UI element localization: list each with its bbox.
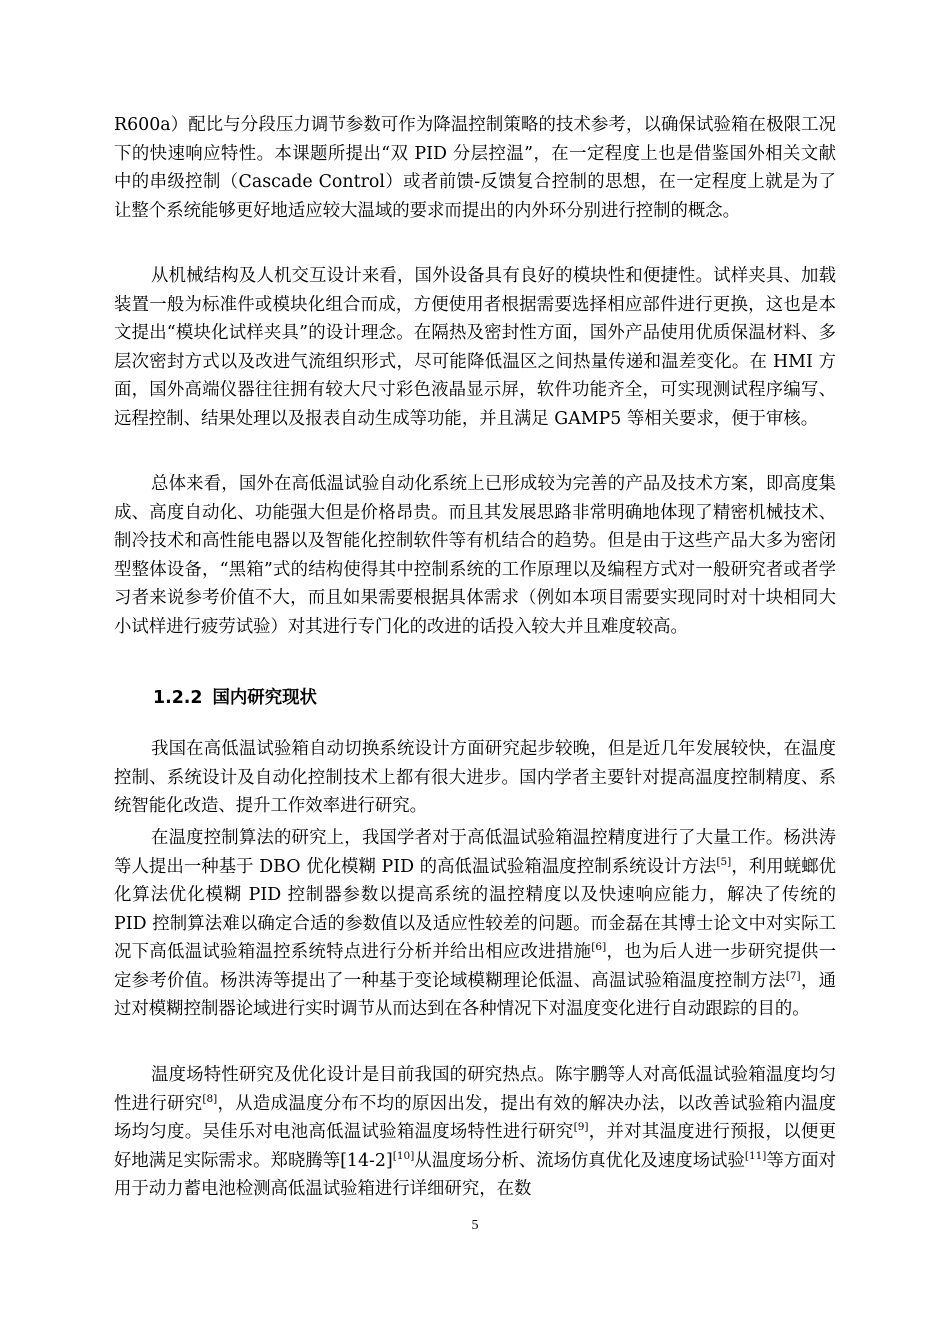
paragraph-5-text-d: ，通过对模糊控制器论域进行实时调节从而达到在各种情况下对温度变化进行自动跟踪的目的。 bbox=[114, 970, 836, 1019]
section-heading bbox=[153, 683, 317, 708]
paragraph-6-text-d: 从温度场分析、流场仿真优化及速度场试验 bbox=[414, 1150, 745, 1171]
citation-11: [11] bbox=[744, 1149, 767, 1162]
citation-6: [6] bbox=[591, 941, 607, 953]
citation-10: [10] bbox=[392, 1149, 415, 1162]
paragraph-2: 从机械结构及人机交互设计来看，国外设备具有良好的模块性和便捷性。试样夹具、加载装置一般为标准件或模块化组合而成，方便使用者根据需要选择相应部件进行更换，这也是本文提出“模块化试样夹具”的设计理念。在隔热及密封性方面，国外产品使用优质保温材料、多层次密封方式以及改进气流组织形式，尽可能降低温区之间热量传递和温差变化。在 HMI 方面，国外高端仪器往往拥有较大尺寸彩色液晶显示屏，软件功能齐全，可实现测试程序编写、远程控制、结果处理以及报表自动生成等功能，并且满足 GAMP5 等相关要求，便于审核。 bbox=[114, 266, 836, 429]
paragraph-6-text-e: 等方面对用于动力蓄电池检测高低温试验箱进行详细研究，在数 bbox=[114, 1150, 836, 1199]
paragraph-3: 总体来看，国外在高低温试验自动化系统上已形成较为完善的产品及技术方案，即高度集成、高度自动化、功能强大但是价格昂贵。而且其发展思路非常明确地体现了精密机械技术、制冷技术和高性能电器以及智能化控制软件等有机结合的趋势。但是由于这些产品大多为密闭型整体设备，“黑箱”式的结构使得其中控制系统的工作原理以及编程方式对一般研究者或者学习者来说参考价值不大，而且如果需要根据具体需求（例如本项目需要实现同时对十块相同大小试样进行疲劳试验）对其进行专门化的改进的话投入较大并且难度较高。 bbox=[114, 474, 836, 637]
citation-9: [9] bbox=[573, 1121, 589, 1133]
citation-5: [5] bbox=[716, 855, 732, 868]
citation-7: [7] bbox=[785, 969, 801, 982]
paragraph-6-text-b: ，从造成温度分布不均的原因出发，提出有效的解决办法，以改善试验箱内温度场均匀度。吴佳乐对电池高低温试验箱温度场特性进行研究 bbox=[114, 1093, 836, 1142]
section-number: 1.2.2 bbox=[153, 688, 203, 708]
paragraph-5-text-c: ，也为后人进一步研究提供一定参考价值。杨洪涛等提出了一种基于变论域模糊理论低温、高温试验箱温度控制方法 bbox=[114, 942, 836, 991]
paragraph-1: R600a）配比与分段压力调节参数可作为降温控制策略的技术参考，以确保试验箱在极限工况下的快速响应特性。本课题所提出“双 PID 分层控温”，在一定程度上也是借鉴国外相关文献中的串级控制（Cascade Control）或者前馈-反馈复合控制的思想，在一定程度上就是为了让整个系统能够更好地适应较大温域的要求而提出的内外环分别进行控制的概念。 bbox=[114, 115, 836, 221]
citation-8: [8] bbox=[202, 1092, 218, 1105]
paragraph-5 bbox=[114, 824, 836, 1024]
paragraph-5-text-b: ，利用蜣螂优化算法优化模糊 PID 控制器参数以提高系统的温控精度以及快速响应能力，解决了传统的 PID 控制算法难以确定合适的参数值以及适应性较差的问题。而金磊在其博士论文中对实际工况下高低温试验箱温控系统特点进行分析并给出相应改进措施 bbox=[114, 856, 836, 962]
paragraph-6 bbox=[114, 1061, 836, 1204]
paragraph-4: 我国在高低温试验箱自动切换系统设计方面研究起步较晚，但是近几年发展较快，在温度控制、系统设计及自动化控制技术上都有很大进步。国内学者主要针对提高温度控制精度、系统智能化改造、提升工作效率进行研究。 bbox=[114, 739, 836, 816]
paragraph-5-text-a: 在温度控制算法的研究上，我国学者对于高低温试验箱温控精度进行了大量工作。杨洪涛等人提出一种基于 DBO 优化模糊 PID 的高低温试验箱温度控制系统设计方法 bbox=[114, 828, 836, 877]
paragraph-6-text-a: 温度场特性研究及优化设计是目前我国的研究热点。陈宇鹏等人对高低温试验箱温度均匀性进行研究 bbox=[114, 1065, 836, 1114]
paragraph-6-text-c: ，并对其温度进行预报，以便更好地满足实际需求。郑晓腾等[14-2] bbox=[114, 1122, 836, 1171]
section-title: 国内研究现状 bbox=[212, 688, 317, 708]
page-number: 5 bbox=[471, 1218, 479, 1233]
